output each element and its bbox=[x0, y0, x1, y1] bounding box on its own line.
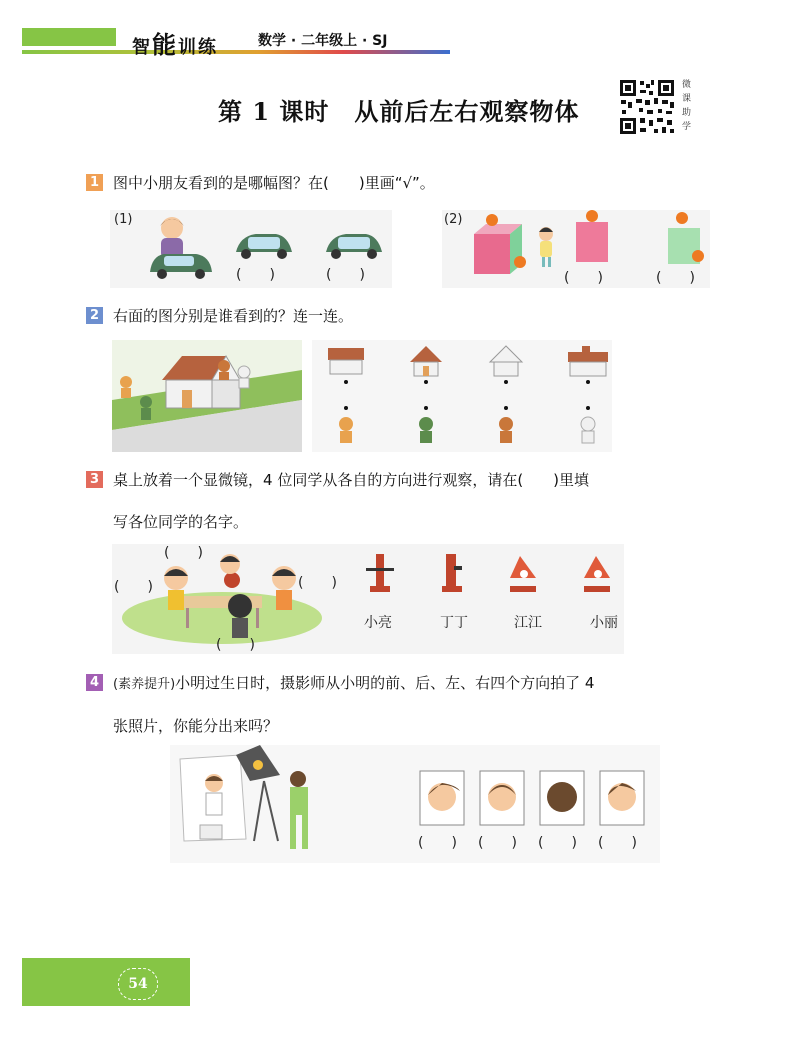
student-name-2: 丁丁 bbox=[440, 615, 468, 631]
qr-caption-char: 课 bbox=[682, 94, 692, 104]
brand-title: 智能训练 bbox=[132, 31, 218, 59]
view-option-b bbox=[668, 212, 704, 264]
header-accent-bar bbox=[22, 28, 116, 46]
girl-figure bbox=[539, 227, 553, 267]
question-3-text-line2: 写各位同学的名字。 bbox=[113, 513, 249, 531]
student-name-1: 小亮 bbox=[364, 615, 392, 631]
microscope-view-2 bbox=[442, 554, 462, 592]
microscope-views bbox=[360, 548, 630, 598]
q4-blank-3[interactable]: ( ) bbox=[538, 835, 577, 851]
question-2-number: 2 bbox=[86, 307, 103, 324]
question-3-number: 3 bbox=[86, 471, 103, 488]
qr-caption-char: 助 bbox=[682, 108, 692, 118]
microscope-view-3 bbox=[510, 556, 536, 592]
question-2-text: 右面的图分别是谁看到的？连一连。 bbox=[113, 307, 354, 325]
q3-blank-top[interactable]: ( ) bbox=[164, 545, 203, 561]
q4-text: 小明过生日时，摄影师从小明的前、后、左、右四个方向拍了 4 bbox=[175, 674, 595, 692]
question-4-number: 4 bbox=[86, 674, 103, 691]
q1-part1-label: (1) bbox=[114, 212, 133, 227]
qr-code-icon[interactable] bbox=[618, 78, 676, 136]
header-rainbow-line bbox=[22, 50, 450, 54]
q1-part1-blank-a[interactable]: ( ) bbox=[236, 267, 275, 283]
student-top bbox=[220, 554, 240, 574]
q4-tag: (素养提升) bbox=[113, 677, 176, 692]
q4-blank-4[interactable]: ( ) bbox=[598, 835, 637, 851]
q1-part1-blank-b[interactable]: ( ) bbox=[326, 267, 365, 283]
student-name-4: 小丽 bbox=[590, 615, 618, 631]
q4-blank-1[interactable]: ( ) bbox=[418, 835, 457, 851]
qr-caption bbox=[682, 78, 694, 134]
footer-accent-bar bbox=[22, 958, 190, 1006]
cube-with-balls bbox=[474, 214, 526, 274]
question-3-text-line1: 桌上放着一个显微镜，4 位同学从各自的方向进行观察，请在( )里填 bbox=[113, 471, 590, 489]
question-1-number: 1 bbox=[86, 174, 103, 191]
question-1-text: 图中小朋友看到的是哪幅图？在( )里画“√”。 bbox=[113, 174, 435, 192]
q1-part2-blank-a[interactable]: ( ) bbox=[564, 270, 603, 286]
qr-caption-char: 微 bbox=[682, 80, 692, 90]
q4-blank-2[interactable]: ( ) bbox=[478, 835, 517, 851]
question-4-text-line1 bbox=[113, 672, 594, 693]
page-number: 54 bbox=[118, 968, 158, 1000]
q1-part2-label: (2) bbox=[444, 212, 463, 227]
qr-caption-char: 学 bbox=[682, 122, 692, 132]
microscope-view-4 bbox=[584, 556, 610, 592]
q1-part2-blank-b[interactable]: ( ) bbox=[656, 270, 695, 286]
question-4-text-line2: 张照片，你能分出来吗？ bbox=[113, 717, 279, 735]
q4-illustration bbox=[170, 745, 660, 863]
q3-blank-left[interactable]: ( ) bbox=[114, 579, 153, 595]
car-front-view bbox=[150, 254, 212, 279]
subject-label: 数学 · 二年级上 · SJ bbox=[258, 33, 388, 49]
student-name-3: 江江 bbox=[514, 615, 542, 631]
view-option-a bbox=[576, 210, 608, 262]
lesson-title: 第 1 课时 从前后左右观察物体 bbox=[218, 97, 580, 126]
child-figure bbox=[160, 217, 184, 258]
car-option-a bbox=[236, 234, 292, 259]
q3-scene-illustration bbox=[112, 548, 322, 648]
car-option-b bbox=[326, 234, 382, 259]
q2-illustration bbox=[112, 340, 612, 452]
q3-blank-bottom[interactable]: ( ) bbox=[216, 637, 255, 653]
q3-blank-right[interactable]: ( ) bbox=[298, 575, 337, 591]
microscope-view-1 bbox=[366, 554, 394, 592]
